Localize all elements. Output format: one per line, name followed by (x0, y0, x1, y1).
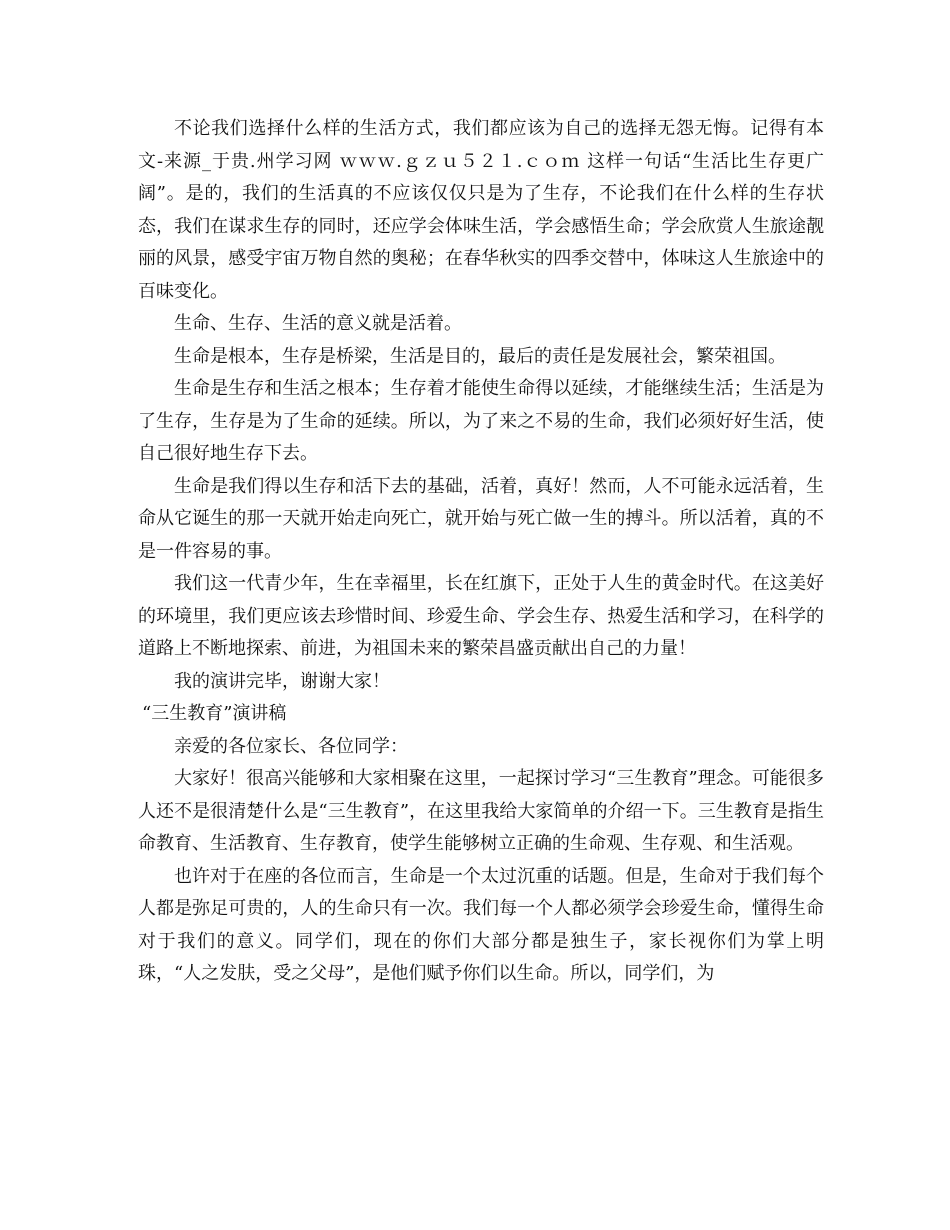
section-title: “三生教育”演讲稿 (142, 703, 287, 724)
paragraph-youth: 我们这一代青少年，生在幸福里，长在红旗下，正处于人生的黄金时代。在这美好的环境里，我们更应该去珍惜时间、珍爱生命、学会生存、热爱生活和学习，在科学的道路上不断地探索、前进，为祖国未来的繁荣昌盛贡献出自己的力量！ (138, 573, 824, 659)
paragraph-lifestyle: 不论我们选择什么样的生活方式，我们都应该为自己的选择无怨无悔。记得有本文-来源_于贵.州学习网 ｗｗｗ.ｇｚｕ５２１.ｃｏｍ 这样一句话“生活比生存更广阔”。是的，我们的生活真的不应该仅仅只是为了生存，不论我们在什么样的生存状态，我们在谋求生存的同时，还应学会体味生活，学会感悟生命；学会欣赏人生旅途靓丽的风景，感受宇宙万物自然的奥秘；在春华秋实的四季交替中，体味这人生旅途中的百味变化。 (138, 118, 824, 302)
paragraph-root: 生命是生存和生活之根本；生存着才能使生命得以延续，才能继续生活；生活是为了生存，生存是为了生命的延续。所以，为了来之不易的生命，我们必须好好生活，使自己很好地生存下去。 (138, 378, 824, 464)
paragraph-intro: 大家好！很高兴能够和大家相聚在这里，一起探讨学习“三生教育”理念。可能很多人还不是很清楚什么是“三生教育”，在这里我给大家简单的介绍一下。三生教育是指生命教育、生活教育、生存教育，使学生能够树立正确的生命观、生存观、和生活观。 (138, 768, 824, 854)
paragraph-greeting: 亲爱的各位家长、各位同学： (174, 735, 408, 757)
paragraph-alive: 生命是我们得以生存和活下去的基础，活着，真好！然而，人不可能永远活着，生命从它诞生的那一天就开始走向死亡，就开始与死亡做一生的搏斗。所以活着，真的不是一件容易的事。 (138, 475, 824, 562)
paragraph-closing: 我的演讲完毕，谢谢大家！ (174, 670, 390, 692)
paragraph-foundation: 生命是根本，生存是桥梁，生活是目的，最后的责任是发展社会，繁荣祖国。 (174, 345, 786, 367)
document-body (138, 113, 824, 991)
paragraph-life-value: 也许对于在座的各位而言，生命是一个太过沉重的话题。但是，生命对于我们每个人都是弥足可贵的，人的生命只有一次。我们每一个人都必须学会珍爱生命，懂得生命对于我们的意义。同学们，现在的你们大部分都是独生子，家长视你们为掌上明珠，“人之发肤，受之父母”，是他们赋予你们以生命。所以，同学们，为 (138, 865, 824, 984)
paragraph-meaning: 生命、生存、生活的意义就是活着。 (174, 313, 462, 334)
